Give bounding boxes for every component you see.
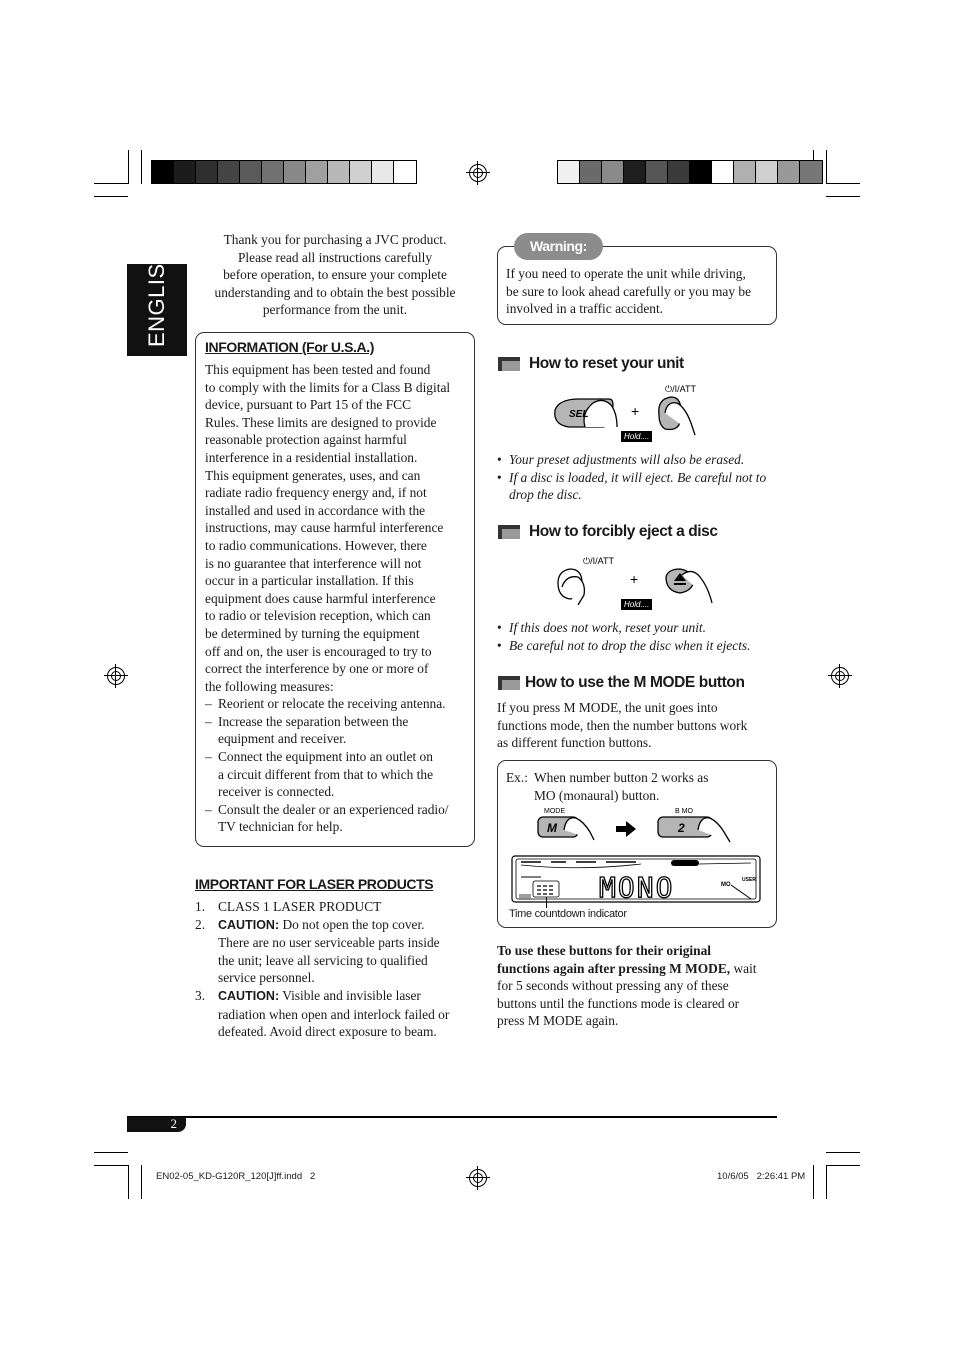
information-line: to radio communications. However, there [205,537,427,553]
b-mo-label: B MO [675,808,693,815]
information-line: radiate radio frequency energy and, if not [205,485,427,501]
example-prefix: Ex.: [506,770,528,785]
intro-line: before operation, to ensure your complete [223,267,447,283]
color-swatch [284,161,306,183]
color-swatch [196,161,218,183]
power-att-label: ⏻/I/ATT [583,556,614,566]
hold-label: Hold.... [621,431,652,442]
lcd-display [511,855,761,903]
information-line: instructions, may cause harmful interference [205,520,444,536]
indicator-leader-line [546,897,547,908]
color-swatch [174,161,196,183]
color-swatch [624,161,646,183]
hold-label: Hold.... [621,599,652,610]
lcd-mono-text: MONO [599,871,675,903]
registration-mark-icon [469,164,487,182]
color-swatch [306,161,328,183]
color-swatch [580,161,602,183]
warning-badge: Warning: [514,233,603,260]
lcd-display-svg [511,855,761,903]
color-swatch [602,161,624,183]
warning-line: involved in a traffic accident. [506,301,664,317]
page-number: 2 [170,1116,177,1131]
restore-tail: wait [730,960,757,976]
page-number-tab [127,1117,186,1132]
color-swatch [800,161,822,183]
language-tab [127,246,187,356]
color-swatch [328,161,350,183]
example-line: When number button 2 works as [534,770,709,785]
color-swatch [712,161,734,183]
language-tab-label: ENGLISH [144,246,169,347]
measure-item: – Increase the separation between the equipment and receiver. [205,713,473,748]
section-marker-icon [498,357,520,371]
laser-heading: IMPORTANT FOR LASER PRODUCTS [195,876,434,892]
information-line: occur in a particular installation. If this [205,573,414,589]
information-body [205,361,473,836]
note-item: • Your preset adjustments will also be erased. [497,451,777,469]
color-swatch [152,161,174,183]
laser-item: 3. CAUTION: Visible and invisible laser radiation when open and interlock failed or defeated. Avoid direct exposure to beam. [195,987,450,1040]
information-line: be determined by turning the equipment [205,625,420,641]
m-key-label: M [547,821,557,835]
lcd-user-text: USER [742,877,756,883]
warning-line: If you need to operate the unit while driving, [506,266,746,281]
eject-notes [497,619,777,654]
registration-mark-icon [107,667,125,685]
intro-line: Thank you for purchasing a JVC product. [223,232,447,247]
restore-line: press M MODE again. [497,1013,619,1029]
information-line: device, pursuant to Part 15 of the FCC [205,397,412,413]
color-swatch [350,161,372,183]
note-item: • If a disc is loaded, it will eject. Be careful not to drop the disc. [497,469,777,504]
number-2-key-label: 2 [678,821,685,835]
restore-line: for 5 seconds without pressing any of these [497,978,729,994]
color-swatch [262,161,284,183]
indicator-caption: Time countdown indicator [509,908,627,920]
sel-label: SEL [569,409,589,420]
registration-mark-icon [469,1169,487,1187]
example-text [506,769,768,804]
information-line: is no guarantee that interference will not [205,555,422,571]
information-heading: INFORMATION (For U.S.A.) [205,339,375,355]
color-swatch [646,161,668,183]
plus-sign: + [630,571,639,587]
laser-list [195,898,475,1041]
restore-bold-line: functions again after pressing M MODE, [497,960,731,976]
color-swatch [372,161,394,183]
power-att-label: ⏻/I/ATT [665,384,696,394]
color-swatch [218,161,240,183]
mmode-line: as different function buttons. [497,735,652,751]
reset-notes [497,451,777,504]
information-line: to comply with the limits for a Class B digital [205,379,451,395]
reset-heading: How to reset your unit [529,355,684,372]
mmode-line: functions mode, then the number buttons work [497,717,748,733]
intro-text [196,231,474,319]
lcd-mo-text: MO [721,882,731,888]
arrow-right-icon [616,821,636,837]
caution-label: CAUTION: [218,988,280,1003]
restore-text [497,942,779,1030]
color-swatch [778,161,800,183]
measure-item: – Reorient or relocate the receiving antenna. [205,695,473,713]
color-swatch [734,161,756,183]
color-swatch [668,161,690,183]
information-line: Rules. These limits are designed to provide [205,414,437,430]
intro-line: understanding and to obtain the best possible [214,284,456,300]
note-item: • Be careful not to drop the disc when it ejects. [497,637,777,655]
caution-label: CAUTION: [218,917,280,932]
laser-item: 2. CAUTION: Do not open the top cover. There are no user serviceable parts inside the unit; leave all servicing to qualified service personnel. [195,916,440,986]
color-swatch [240,161,262,183]
information-line: to radio or television reception, which can [205,608,431,624]
information-line: This equipment has been tested and found [205,362,431,377]
intro-line: Please read all instructions carefully [237,249,433,265]
note-item: • If this does not work, reset your unit. [497,619,777,637]
measure-item: – Connect the equipment into an outlet on a circuit different from that to which the receiver is connected. [205,748,473,801]
laser-item: 1. CLASS 1 LASER PRODUCT [195,899,382,914]
section-marker-icon [498,676,520,690]
warning-line: be sure to look ahead carefully or you may be [506,283,752,299]
mmode-body [497,699,777,752]
plus-sign: + [631,403,640,419]
eject-heading: How to forcibly eject a disc [529,523,718,540]
lcd-badge [671,860,699,866]
information-line: interference in a residential installation. [205,449,418,465]
information-line: off and on, the user is encouraged to try to [205,643,432,659]
color-swatch [558,161,580,183]
information-line: This equipment generates, uses, and can [205,467,421,483]
eject-illustration [548,553,718,613]
mmode-line: If you press M MODE, the unit goes into [497,700,718,715]
registration-mark-icon [831,667,849,685]
color-swatch [394,161,416,183]
restore-line: buttons until the functions mode is cleared or [497,995,740,1011]
finger-icon [698,818,730,842]
mmode-heading: How to use the M MODE button [525,674,745,691]
intro-line: performance from the unit. [262,302,408,318]
footer-file-name: EN02-05_KD-G120R_120[J]ff.indd 2 [156,1171,316,1182]
information-line: correct the interference by one or more of [205,661,429,677]
color-swatch [690,161,712,183]
footer-rule [127,1116,777,1118]
example-line: MO (monaural) button. [534,787,660,803]
mode-label: MODE [544,808,565,815]
reset-illustration [545,383,715,443]
restore-bold-line: To use these buttons for their original [497,943,712,958]
information-line: equipment does cause harmful interference [205,590,436,606]
mmode-illustration [532,804,742,850]
measure-item: – Consult the dealer or an experienced radio/ TV technician for help. [205,801,473,836]
warning-text [506,265,774,318]
information-line: installed and used in accordance with the [205,502,426,518]
color-swatch [756,161,778,183]
mmode-buttons-svg [532,804,742,850]
information-line: reasonable protection against harmful [205,432,407,448]
section-marker-icon [498,525,520,539]
information-line: the following measures: [205,678,334,694]
footer-timestamp: 10/6/05 2:26:41 PM [717,1171,806,1182]
